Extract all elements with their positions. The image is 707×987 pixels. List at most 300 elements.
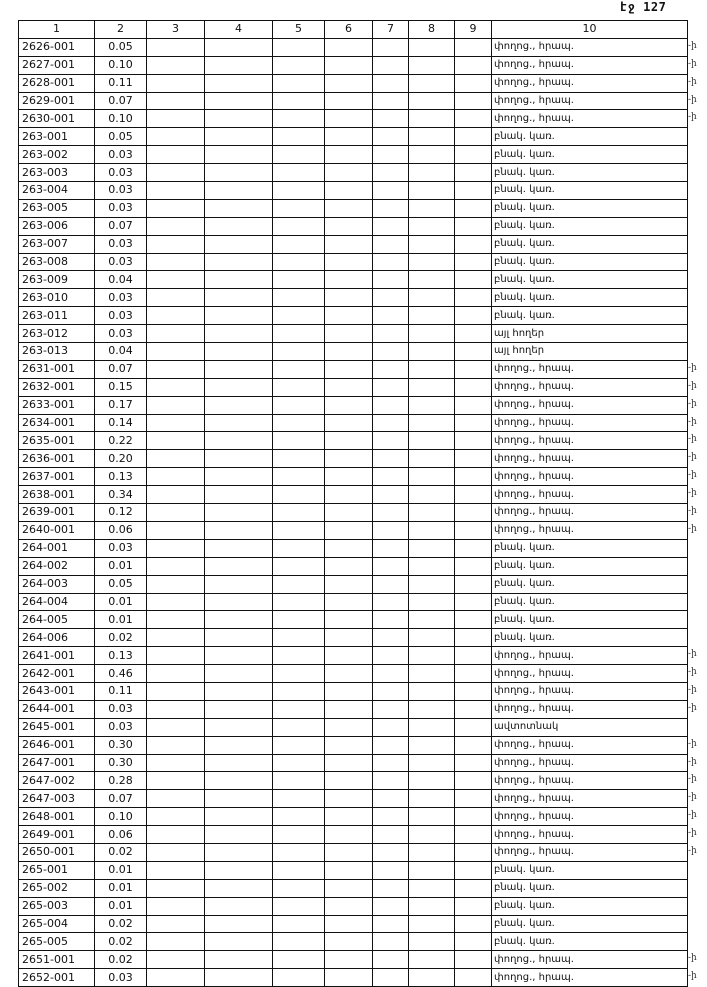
empty-cell-col-7 <box>373 790 409 808</box>
area-value-cell: 0.13 <box>95 468 147 486</box>
table-row <box>19 611 688 629</box>
parcel-id-cell: 2627-001 <box>19 56 95 74</box>
empty-cell-col-7 <box>373 199 409 217</box>
empty-cell-col-4 <box>205 647 273 665</box>
empty-cell-col-9 <box>455 378 492 396</box>
empty-cell-col-3 <box>147 199 205 217</box>
empty-cell-col-9 <box>455 593 492 611</box>
parcel-id-cell: 2628-001 <box>19 74 95 92</box>
empty-cell-col-8 <box>409 432 455 450</box>
empty-cell-col-4 <box>205 74 273 92</box>
empty-cell-col-5 <box>273 736 325 754</box>
area-value-cell: 0.01 <box>95 879 147 897</box>
land-type-cell: փողոց., հրապ. <box>492 521 688 539</box>
margin-mark <box>688 593 707 611</box>
empty-cell-col-6 <box>325 915 373 933</box>
margin-mark: -ի <box>688 40 697 51</box>
table-row <box>19 217 688 235</box>
empty-cell-col-3 <box>147 521 205 539</box>
empty-cell-col-6 <box>325 665 373 683</box>
empty-cell-col-8 <box>409 682 455 700</box>
empty-cell-col-6 <box>325 951 373 969</box>
empty-cell-col-4 <box>205 951 273 969</box>
empty-cell-col-5 <box>273 575 325 593</box>
area-value-cell: 0.10 <box>95 110 147 128</box>
empty-cell-col-4 <box>205 718 273 736</box>
empty-cell-col-9 <box>455 951 492 969</box>
land-type-cell: փողոց., հրապ. <box>492 38 688 56</box>
margin-mark: -ի <box>688 953 697 964</box>
area-value-cell: 0.10 <box>95 808 147 826</box>
empty-cell-col-5 <box>273 682 325 700</box>
parcel-id-cell: 2647-002 <box>19 772 95 790</box>
area-value-cell: 0.01 <box>95 593 147 611</box>
empty-cell-col-3 <box>147 647 205 665</box>
empty-cell-col-3 <box>147 897 205 915</box>
area-value-cell: 0.30 <box>95 754 147 772</box>
empty-cell-col-3 <box>147 396 205 414</box>
margin-mark: -ի <box>688 810 697 821</box>
table-row <box>19 772 688 790</box>
empty-cell-col-4 <box>205 432 273 450</box>
parcel-id-cell: 263-009 <box>19 271 95 289</box>
empty-cell-col-4 <box>205 933 273 951</box>
parcel-id-cell: 2642-001 <box>19 665 95 683</box>
parcel-id-cell: 263-010 <box>19 289 95 307</box>
empty-cell-col-4 <box>205 450 273 468</box>
area-value-cell: 0.01 <box>95 861 147 879</box>
empty-cell-col-3 <box>147 915 205 933</box>
empty-cell-col-6 <box>325 879 373 897</box>
area-value-cell: 0.07 <box>95 92 147 110</box>
area-value-cell: 0.03 <box>95 199 147 217</box>
land-type-cell: բնակ. կառ. <box>492 217 688 235</box>
empty-cell-col-3 <box>147 360 205 378</box>
empty-cell-col-4 <box>205 486 273 504</box>
area-value-cell: 0.01 <box>95 897 147 915</box>
area-value-cell: 0.02 <box>95 933 147 951</box>
empty-cell-col-9 <box>455 110 492 128</box>
empty-cell-col-8 <box>409 593 455 611</box>
empty-cell-col-7 <box>373 378 409 396</box>
margin-mark: -ի <box>688 702 697 713</box>
empty-cell-col-7 <box>373 861 409 879</box>
empty-cell-col-4 <box>205 754 273 772</box>
table-row <box>19 808 688 826</box>
parcel-id-cell: 2637-001 <box>19 468 95 486</box>
land-type-cell: փողոց., հրապ. <box>492 396 688 414</box>
table-row <box>19 360 688 378</box>
empty-cell-col-4 <box>205 468 273 486</box>
table-row <box>19 56 688 74</box>
parcel-id-cell: 2652-001 <box>19 969 95 987</box>
area-value-cell: 0.03 <box>95 253 147 271</box>
area-value-cell: 0.13 <box>95 647 147 665</box>
empty-cell-col-9 <box>455 736 492 754</box>
area-value-cell: 0.01 <box>95 557 147 575</box>
empty-cell-col-8 <box>409 217 455 235</box>
empty-cell-col-4 <box>205 378 273 396</box>
empty-cell-col-5 <box>273 611 325 629</box>
empty-cell-col-7 <box>373 92 409 110</box>
empty-cell-col-5 <box>273 325 325 343</box>
parcel-id-cell: 264-006 <box>19 629 95 647</box>
area-value-cell: 0.03 <box>95 235 147 253</box>
land-type-cell: բնակ. կառ. <box>492 128 688 146</box>
empty-cell-col-8 <box>409 74 455 92</box>
land-type-cell: փողոց., հրապ. <box>492 647 688 665</box>
table-row <box>19 235 688 253</box>
header-col-9: 9 <box>455 21 492 39</box>
margin-mark <box>688 861 707 879</box>
empty-cell-col-7 <box>373 879 409 897</box>
empty-cell-col-6 <box>325 38 373 56</box>
empty-cell-col-3 <box>147 557 205 575</box>
area-value-cell: 0.05 <box>95 38 147 56</box>
empty-cell-col-7 <box>373 629 409 647</box>
empty-cell-col-8 <box>409 826 455 844</box>
empty-cell-col-6 <box>325 128 373 146</box>
empty-cell-col-3 <box>147 575 205 593</box>
empty-cell-col-7 <box>373 754 409 772</box>
empty-cell-col-3 <box>147 754 205 772</box>
area-value-cell: 0.04 <box>95 271 147 289</box>
empty-cell-col-4 <box>205 772 273 790</box>
parcel-id-cell: 263-004 <box>19 182 95 200</box>
empty-cell-col-6 <box>325 164 373 182</box>
margin-mark: -ի <box>688 738 697 749</box>
parcel-id-cell: 263-011 <box>19 307 95 325</box>
empty-cell-col-3 <box>147 665 205 683</box>
empty-cell-col-5 <box>273 56 325 74</box>
parcel-id-cell: 2649-001 <box>19 826 95 844</box>
empty-cell-col-8 <box>409 56 455 74</box>
empty-cell-col-6 <box>325 182 373 200</box>
empty-cell-col-5 <box>273 396 325 414</box>
parcel-id-cell: 2634-001 <box>19 414 95 432</box>
empty-cell-col-6 <box>325 754 373 772</box>
land-type-cell: բնակ. կառ. <box>492 253 688 271</box>
empty-cell-col-9 <box>455 343 492 361</box>
empty-cell-col-6 <box>325 718 373 736</box>
header-col-3: 3 <box>147 21 205 39</box>
empty-cell-col-8 <box>409 253 455 271</box>
margin-mark <box>688 270 707 288</box>
margin-mark: -ի <box>688 506 697 517</box>
area-value-cell: 0.17 <box>95 396 147 414</box>
empty-cell-col-5 <box>273 307 325 325</box>
empty-cell-col-6 <box>325 486 373 504</box>
margin-mark <box>688 181 707 199</box>
empty-cell-col-4 <box>205 879 273 897</box>
empty-cell-col-3 <box>147 879 205 897</box>
table-row <box>19 378 688 396</box>
empty-cell-col-8 <box>409 199 455 217</box>
table-row <box>19 521 688 539</box>
empty-cell-col-4 <box>205 700 273 718</box>
area-value-cell: 0.07 <box>95 790 147 808</box>
table-row <box>19 343 688 361</box>
area-value-cell: 0.03 <box>95 325 147 343</box>
land-type-cell: բնակ. կառ. <box>492 557 688 575</box>
margin-mark: -ի <box>688 398 697 409</box>
land-type-cell: բնակ. կառ. <box>492 593 688 611</box>
empty-cell-col-3 <box>147 182 205 200</box>
table-row <box>19 325 688 343</box>
parcel-id-cell: 2636-001 <box>19 450 95 468</box>
empty-cell-col-5 <box>273 378 325 396</box>
empty-cell-col-6 <box>325 360 373 378</box>
page-number-label: էջ 127 <box>620 0 667 14</box>
empty-cell-col-7 <box>373 360 409 378</box>
empty-cell-col-5 <box>273 951 325 969</box>
empty-cell-col-6 <box>325 253 373 271</box>
empty-cell-col-3 <box>147 414 205 432</box>
parcel-id-cell: 263-003 <box>19 164 95 182</box>
table-row <box>19 647 688 665</box>
empty-cell-col-7 <box>373 146 409 164</box>
empty-cell-col-7 <box>373 253 409 271</box>
empty-cell-col-6 <box>325 611 373 629</box>
empty-cell-col-6 <box>325 647 373 665</box>
empty-cell-col-8 <box>409 575 455 593</box>
empty-cell-col-7 <box>373 325 409 343</box>
empty-cell-col-9 <box>455 271 492 289</box>
empty-cell-col-3 <box>147 110 205 128</box>
header-row <box>19 21 688 39</box>
empty-cell-col-5 <box>273 414 325 432</box>
area-value-cell: 0.14 <box>95 414 147 432</box>
area-value-cell: 0.03 <box>95 539 147 557</box>
area-value-cell: 0.12 <box>95 504 147 522</box>
empty-cell-col-9 <box>455 38 492 56</box>
parcel-id-cell: 265-005 <box>19 933 95 951</box>
table-row <box>19 861 688 879</box>
table-row <box>19 879 688 897</box>
empty-cell-col-7 <box>373 450 409 468</box>
land-type-cell: բնակ. կառ. <box>492 575 688 593</box>
empty-cell-col-4 <box>205 271 273 289</box>
empty-cell-col-6 <box>325 307 373 325</box>
empty-cell-col-4 <box>205 325 273 343</box>
empty-cell-col-4 <box>205 682 273 700</box>
table-row <box>19 92 688 110</box>
empty-cell-col-4 <box>205 307 273 325</box>
parcel-id-cell: 2631-001 <box>19 360 95 378</box>
parcel-id-cell: 2626-001 <box>19 38 95 56</box>
empty-cell-col-3 <box>147 951 205 969</box>
margin-mark <box>688 628 707 646</box>
empty-cell-col-3 <box>147 56 205 74</box>
parcel-id-cell: 2641-001 <box>19 647 95 665</box>
empty-cell-col-4 <box>205 199 273 217</box>
empty-cell-col-4 <box>205 808 273 826</box>
area-value-cell: 0.06 <box>95 826 147 844</box>
empty-cell-col-6 <box>325 682 373 700</box>
margin-mark <box>688 253 707 271</box>
empty-cell-col-7 <box>373 647 409 665</box>
empty-cell-col-5 <box>273 629 325 647</box>
empty-cell-col-7 <box>373 56 409 74</box>
empty-cell-col-9 <box>455 486 492 504</box>
area-value-cell: 0.04 <box>95 343 147 361</box>
empty-cell-col-5 <box>273 861 325 879</box>
empty-cell-col-4 <box>205 414 273 432</box>
parcel-id-cell: 263-012 <box>19 325 95 343</box>
empty-cell-col-6 <box>325 235 373 253</box>
empty-cell-col-5 <box>273 665 325 683</box>
area-value-cell: 0.11 <box>95 74 147 92</box>
empty-cell-col-4 <box>205 665 273 683</box>
margin-mark: -ի <box>688 416 697 427</box>
header-col-7: 7 <box>373 21 409 39</box>
table-row <box>19 951 688 969</box>
empty-cell-col-9 <box>455 504 492 522</box>
empty-cell-col-7 <box>373 504 409 522</box>
empty-cell-col-5 <box>273 128 325 146</box>
land-type-cell: բնակ. կառ. <box>492 539 688 557</box>
empty-cell-col-3 <box>147 772 205 790</box>
empty-cell-col-5 <box>273 808 325 826</box>
empty-cell-col-4 <box>205 843 273 861</box>
empty-cell-col-8 <box>409 450 455 468</box>
empty-cell-col-8 <box>409 235 455 253</box>
area-value-cell: 0.03 <box>95 969 147 987</box>
empty-cell-col-5 <box>273 146 325 164</box>
table-row <box>19 468 688 486</box>
table-row <box>19 843 688 861</box>
parcel-id-cell: 2646-001 <box>19 736 95 754</box>
header-col-8: 8 <box>409 21 455 39</box>
empty-cell-col-7 <box>373 343 409 361</box>
empty-cell-col-3 <box>147 217 205 235</box>
empty-cell-col-9 <box>455 325 492 343</box>
margin-mark <box>688 145 707 163</box>
empty-cell-col-6 <box>325 432 373 450</box>
land-type-cell: փողոց., հրապ. <box>492 378 688 396</box>
empty-cell-col-7 <box>373 414 409 432</box>
empty-cell-col-9 <box>455 879 492 897</box>
area-value-cell: 0.03 <box>95 307 147 325</box>
empty-cell-col-3 <box>147 146 205 164</box>
empty-cell-col-5 <box>273 450 325 468</box>
area-value-cell: 0.05 <box>95 575 147 593</box>
empty-cell-col-6 <box>325 343 373 361</box>
empty-cell-col-9 <box>455 182 492 200</box>
header-col-10: 10 <box>492 21 688 39</box>
empty-cell-col-9 <box>455 826 492 844</box>
empty-cell-col-9 <box>455 611 492 629</box>
empty-cell-col-3 <box>147 307 205 325</box>
land-type-cell: բնակ. կառ. <box>492 915 688 933</box>
empty-cell-col-3 <box>147 718 205 736</box>
empty-cell-col-8 <box>409 521 455 539</box>
empty-cell-col-8 <box>409 504 455 522</box>
empty-cell-col-4 <box>205 289 273 307</box>
margin-annotations <box>688 20 707 986</box>
parcel-id-cell: 2643-001 <box>19 682 95 700</box>
empty-cell-col-7 <box>373 826 409 844</box>
empty-cell-col-8 <box>409 378 455 396</box>
margin-mark: -ի <box>688 488 697 499</box>
parcel-id-cell: 264-002 <box>19 557 95 575</box>
table-row <box>19 199 688 217</box>
table-row <box>19 110 688 128</box>
empty-cell-col-8 <box>409 861 455 879</box>
area-value-cell: 0.07 <box>95 360 147 378</box>
land-type-cell: փողոց., հրապ. <box>492 665 688 683</box>
area-value-cell: 0.02 <box>95 843 147 861</box>
margin-mark: -ի <box>688 792 697 803</box>
land-type-cell: բնակ. կառ. <box>492 933 688 951</box>
table-row <box>19 593 688 611</box>
empty-cell-col-6 <box>325 736 373 754</box>
empty-cell-col-7 <box>373 128 409 146</box>
empty-cell-col-8 <box>409 754 455 772</box>
margin-mark: -ի <box>688 380 697 391</box>
empty-cell-col-9 <box>455 289 492 307</box>
parcel-id-cell: 264-001 <box>19 539 95 557</box>
empty-cell-col-7 <box>373 611 409 629</box>
empty-cell-col-7 <box>373 933 409 951</box>
empty-cell-col-6 <box>325 378 373 396</box>
empty-cell-col-3 <box>147 486 205 504</box>
margin-mark <box>688 235 707 253</box>
empty-cell-col-4 <box>205 164 273 182</box>
empty-cell-col-3 <box>147 682 205 700</box>
empty-cell-col-5 <box>273 915 325 933</box>
empty-cell-col-4 <box>205 593 273 611</box>
empty-cell-col-6 <box>325 414 373 432</box>
margin-mark: -ի <box>688 523 697 534</box>
empty-cell-col-6 <box>325 897 373 915</box>
empty-cell-col-6 <box>325 861 373 879</box>
land-type-cell: փողոց., հրապ. <box>492 92 688 110</box>
empty-cell-col-5 <box>273 468 325 486</box>
empty-cell-col-3 <box>147 790 205 808</box>
empty-cell-col-5 <box>273 432 325 450</box>
empty-cell-col-8 <box>409 360 455 378</box>
land-type-cell: փողոց., հրապ. <box>492 432 688 450</box>
empty-cell-col-6 <box>325 289 373 307</box>
empty-cell-col-4 <box>205 56 273 74</box>
empty-cell-col-9 <box>455 235 492 253</box>
land-type-cell: այլ հողեր <box>492 343 688 361</box>
empty-cell-col-7 <box>373 557 409 575</box>
empty-cell-col-9 <box>455 557 492 575</box>
empty-cell-col-5 <box>273 772 325 790</box>
empty-cell-col-5 <box>273 718 325 736</box>
land-type-cell: բնակ. կառ. <box>492 164 688 182</box>
empty-cell-col-5 <box>273 253 325 271</box>
empty-cell-col-4 <box>205 110 273 128</box>
parcel-id-cell: 2633-001 <box>19 396 95 414</box>
empty-cell-col-7 <box>373 289 409 307</box>
empty-cell-col-6 <box>325 199 373 217</box>
table-row <box>19 539 688 557</box>
empty-cell-col-9 <box>455 199 492 217</box>
margin-mark: -ի <box>688 828 697 839</box>
empty-cell-col-9 <box>455 396 492 414</box>
empty-cell-col-7 <box>373 897 409 915</box>
parcel-id-cell: 2650-001 <box>19 843 95 861</box>
margin-mark: -ի <box>688 774 697 785</box>
area-value-cell: 0.34 <box>95 486 147 504</box>
empty-cell-col-8 <box>409 486 455 504</box>
empty-cell-col-9 <box>455 164 492 182</box>
margin-mark <box>688 539 707 557</box>
table-row <box>19 128 688 146</box>
